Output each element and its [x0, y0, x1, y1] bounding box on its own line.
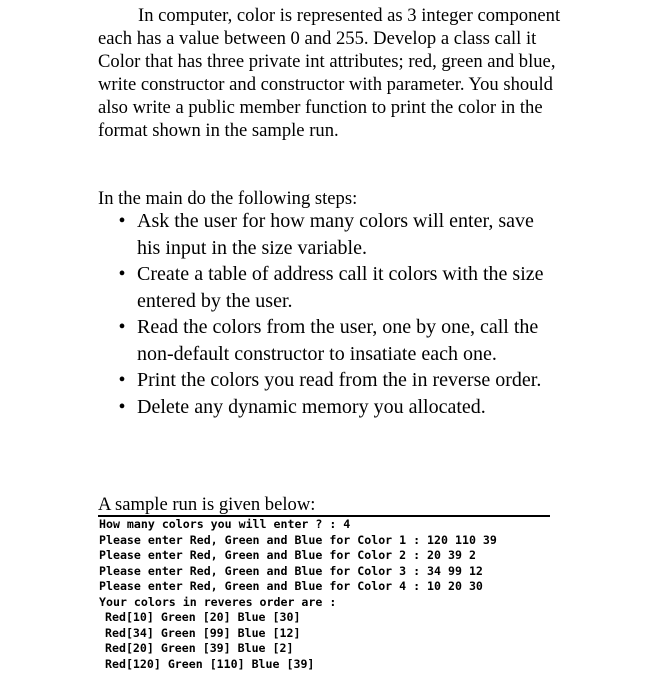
list-item: [116, 394, 556, 421]
console-line: Red[10] Green [20] Blue [30]: [105, 610, 301, 624]
sample-run-output: [99, 517, 497, 672]
bullet-icon: •: [118, 316, 126, 338]
console-line: Red[34] Green [99] Blue [12]: [105, 625, 301, 640]
step-text: Ask the user for how many colors will enter, save his input in the size variable.: [137, 210, 534, 259]
step-text: Create a table of address call it colors with the size entered by the user.: [137, 263, 544, 312]
console-line: Red[120] Green [110] Blue [39]: [105, 656, 315, 671]
steps-heading: In the main do the following steps:: [98, 188, 358, 209]
bullet-icon: •: [118, 263, 126, 285]
sample-run-heading: A sample run is given below:: [98, 494, 316, 515]
console-line: Red[20] Green [39] Blue [2]: [105, 641, 294, 655]
console-line: Please enter Red, Green and Blue for Color 3 : 34 99 12: [99, 563, 483, 578]
step-text: Read the colors from the user, one by one, call the non-default constructor to insatiate each one.: [137, 316, 539, 365]
list-item: [116, 261, 556, 314]
console-line: Please enter Red, Green and Blue for Color 1 : 120 110 39: [99, 532, 497, 547]
list-item: [116, 208, 556, 261]
bullet-icon: •: [118, 395, 126, 418]
bullet-icon: •: [118, 210, 126, 232]
steps-list: [116, 208, 556, 420]
console-line: Please enter Red, Green and Blue for Color 4 : 10 20 30: [99, 579, 483, 593]
list-item: [116, 314, 556, 367]
console-line: Your colors in reveres order are :: [99, 594, 337, 609]
intro-text: In computer, color is represented as 3 integer component each has a value between 0 and 255. Develop a class call it Color that has three private int attributes; red, green and blue, write constructor and constructor with parameter. You should also write a public member function to print the color in the format shown in the sample run.: [98, 5, 561, 141]
intro-paragraph: [98, 4, 568, 142]
console-line: How many colors you will enter ? : 4: [99, 517, 351, 531]
step-text: Delete any dynamic memory you allocated.: [137, 395, 486, 418]
bullet-icon: •: [118, 369, 126, 391]
step-text: Print the colors you read from the in reverse order.: [137, 369, 542, 391]
console-line: Please enter Red, Green and Blue for Color 2 : 20 39 2: [99, 548, 476, 562]
list-item: [116, 367, 556, 394]
